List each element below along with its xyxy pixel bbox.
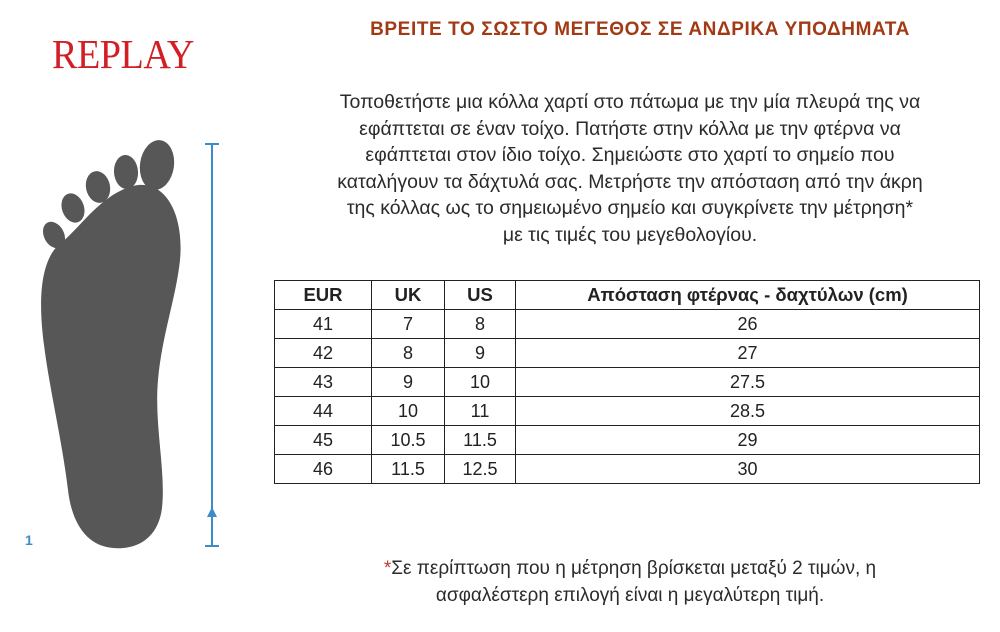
cell-eur: 41 [275, 310, 372, 339]
figure-marker: 1 [25, 532, 33, 548]
cell-length: 27.5 [516, 368, 980, 397]
cell-eur: 44 [275, 397, 372, 426]
foot-illustration [0, 130, 250, 570]
footnote [280, 555, 980, 609]
instruction-line: με τις τιμές του μεγεθολογίου. [502, 223, 758, 246]
instruction-line: εφάπτεται σε έναν τοίχο. Πατήστε στην κόλλα με την φτέρνα να [359, 117, 901, 140]
instructions-text [280, 89, 980, 248]
instruction-line: της κόλλας ως το σημειωμένο σημείο και συγκρίνετε την μέτρηση* [346, 197, 914, 219]
footnote-asterisk: * [383, 558, 392, 579]
cell-length: 30 [516, 455, 980, 484]
cell-uk: 9 [372, 368, 445, 397]
footnote-line: ασφαλέστερη επιλογή είναι η μεγαλύτερη τιμή. [435, 585, 825, 606]
footnote-line [280, 555, 980, 582]
instruction-line: Τοποθετήστε μια κόλλα χαρτί στο πάτωμα με την μία πλευρά της να [339, 91, 921, 113]
table-row [275, 426, 980, 455]
table-header-row [275, 281, 980, 310]
header-length: Απόσταση φτέρνας - δαχτύλων (cm) [516, 281, 980, 310]
cell-us: 11 [445, 397, 516, 426]
cell-length: 29 [516, 426, 980, 455]
cell-us: 8 [445, 310, 516, 339]
table-row [275, 455, 980, 484]
cell-uk: 8 [372, 339, 445, 368]
cell-length: 28.5 [516, 397, 980, 426]
table-row [275, 368, 980, 397]
cell-length: 26 [516, 310, 980, 339]
header-us: US [445, 281, 516, 310]
cell-eur: 42 [275, 339, 372, 368]
cell-length: 27 [516, 339, 980, 368]
instruction-line: καταλήγουν τα δάχτυλά σας. Μετρήστε την απόσταση από την άκρη [337, 170, 923, 193]
table-row [275, 310, 980, 339]
cell-us: 10 [445, 368, 516, 397]
cell-eur: 43 [275, 368, 372, 397]
cell-us: 11.5 [445, 426, 516, 455]
table-row [275, 397, 980, 426]
cell-uk: 10.5 [372, 426, 445, 455]
replay-logo: REPLAY [52, 31, 195, 77]
cell-us: 9 [445, 339, 516, 368]
cell-eur: 45 [275, 426, 372, 455]
cell-uk: 7 [372, 310, 445, 339]
foot-silhouette-icon [0, 130, 250, 570]
header-eur: EUR [275, 281, 372, 310]
cell-uk: 10 [372, 397, 445, 426]
table-row [275, 339, 980, 368]
cell-eur: 46 [275, 455, 372, 484]
instruction-line: εφάπτεται στον ίδιο τοίχο. Σημειώστε στο χαρτί το σημείο που [365, 144, 895, 166]
header-uk: UK [372, 281, 445, 310]
footnote-text: Σε περίπτωση που η μέτρηση βρίσκεται μεταξύ 2 τιμών, η [391, 558, 877, 579]
cell-uk: 11.5 [372, 455, 445, 484]
size-chart-table [274, 280, 980, 484]
cell-us: 12.5 [445, 455, 516, 484]
page-title: ΒΡΕΙΤΕ ΤΟ ΣΩΣΤΟ ΜΕΓΕΘΟΣ ΣΕ ΑΝΔΡΙΚΑ ΥΠΟΔΗΜΑΤΑ [370, 19, 910, 40]
